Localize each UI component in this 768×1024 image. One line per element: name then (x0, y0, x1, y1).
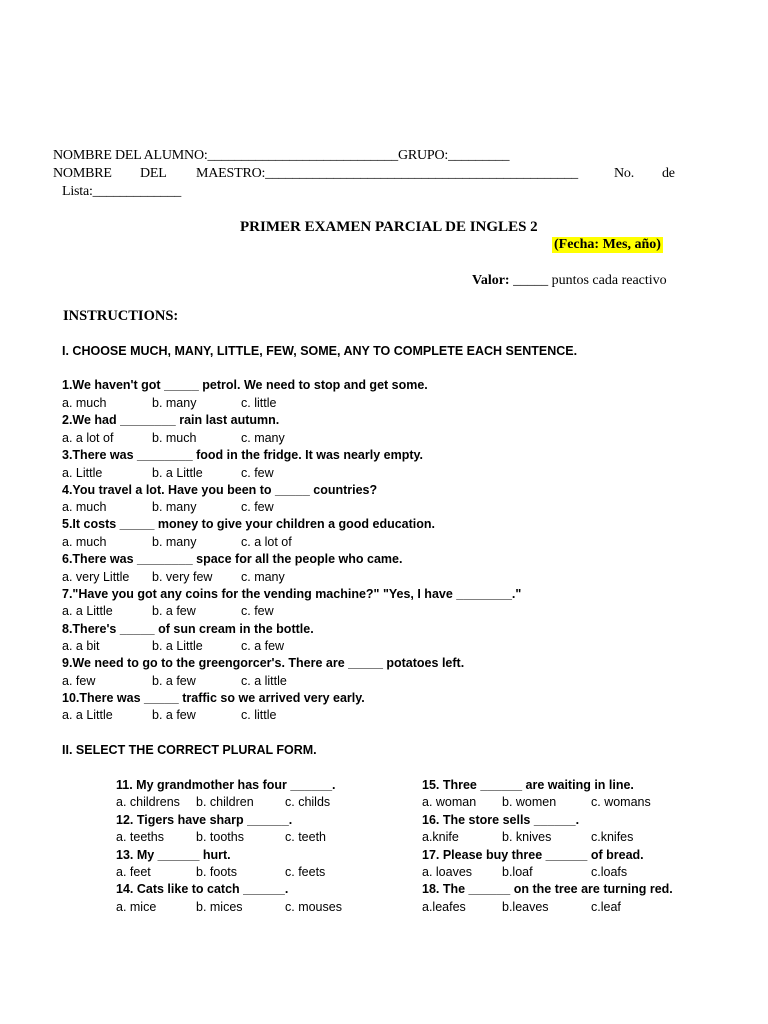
option-a[interactable]: a. much (62, 500, 107, 514)
option-b[interactable]: b. a few (152, 674, 196, 688)
list-number-label-de: de (662, 166, 675, 181)
teacher-label-nombre: NOMBRE (53, 166, 112, 181)
options-8 (62, 639, 284, 653)
question-14: 14. Cats like to catch ______. (116, 882, 289, 896)
option-b[interactable]: b. mices (196, 900, 243, 914)
question-11: 11. My grandmother has four ______. (116, 778, 336, 792)
question-17: 17. Please buy three ______ of bread. (422, 848, 644, 862)
option-c[interactable]: c. few (241, 466, 274, 480)
option-a[interactable]: a. loaves (422, 865, 473, 879)
option-c[interactable]: c. little (241, 708, 277, 722)
option-b[interactable]: b. many (152, 500, 197, 514)
option-a[interactable]: a. much (62, 396, 107, 410)
options-4 (62, 500, 274, 514)
options-14 (116, 900, 342, 914)
question-6: 6.There was ________ space for all the people who came. (62, 552, 403, 566)
option-b[interactable]: b. a Little (152, 466, 203, 480)
options-16 (422, 830, 633, 844)
option-c[interactable]: c. a lot of (241, 535, 292, 549)
list-number-label-no: No. (614, 166, 635, 181)
option-b[interactable]: b. a few (152, 708, 196, 722)
option-c[interactable]: c. feets (285, 865, 326, 879)
options-1 (62, 396, 276, 410)
options-3 (62, 466, 274, 480)
question-18: 18. The ______ on the tree are turning red. (422, 882, 673, 896)
option-b[interactable]: b. foots (196, 865, 237, 879)
question-4: 4.You travel a lot. Have you been to _____ countries? (62, 483, 378, 497)
option-b[interactable]: b. many (152, 396, 197, 410)
option-c[interactable]: c.leaf (591, 900, 621, 914)
question-8: 8.There's _____ of sun cream in the bottle. (62, 622, 314, 636)
options-7 (62, 604, 274, 618)
option-b[interactable]: b. tooths (196, 830, 244, 844)
options-9 (62, 674, 287, 688)
question-9: 9.We need to go to the greengorcer's. There are _____ potatoes left. (62, 656, 465, 670)
option-a[interactable]: a. very Little (62, 570, 130, 584)
option-c[interactable]: c. a little (241, 674, 287, 688)
question-13: 13. My ______ hurt. (116, 848, 231, 862)
options-10 (62, 708, 276, 722)
section2-heading: II. SELECT THE CORRECT PLURAL FORM. (62, 743, 317, 757)
question-1: 1.We haven't got _____ petrol. We need to stop and get some. (62, 378, 428, 392)
option-b[interactable]: b. children (196, 795, 254, 809)
option-b[interactable]: b. much (152, 431, 197, 445)
question-16: 16. The store sells ______. (422, 813, 580, 827)
option-b[interactable]: b. a Little (152, 639, 203, 653)
option-c[interactable]: c.loafs (591, 865, 628, 879)
option-a[interactable]: a. few (62, 674, 96, 688)
options-17 (422, 865, 627, 879)
value-line (472, 273, 667, 289)
question-12: 12. Tigers have sharp ______. (116, 813, 293, 827)
teacher-label-del: DEL (140, 166, 167, 181)
option-b[interactable]: b. a few (152, 604, 196, 618)
options-13 (116, 865, 325, 879)
question-15: 15. Three ______ are waiting in line. (422, 778, 634, 792)
option-a[interactable]: a. childrens (116, 795, 180, 809)
option-c[interactable]: c. womans (591, 795, 651, 809)
option-a[interactable]: a. a lot of (62, 431, 114, 445)
option-c[interactable]: c. many (241, 570, 285, 584)
options-18 (422, 900, 621, 914)
list-number-line: Lista:_____________ (62, 184, 182, 199)
options-2 (62, 431, 285, 445)
option-b[interactable]: b.loaf (502, 865, 533, 879)
option-c[interactable]: c. many (241, 431, 285, 445)
option-c[interactable]: c. mouses (285, 900, 342, 914)
option-a[interactable]: a. Little (62, 466, 103, 480)
option-b[interactable]: b. women (502, 795, 557, 809)
exam-title: PRIMER EXAMEN PARCIAL DE INGLES 2 (240, 219, 538, 235)
options-15 (422, 795, 651, 809)
option-a[interactable]: a.knife (422, 830, 459, 844)
option-c[interactable]: c. few (241, 604, 274, 618)
option-a[interactable]: a. woman (422, 795, 477, 809)
option-c[interactable]: c. few (241, 500, 274, 514)
option-b[interactable]: b. knives (502, 830, 552, 844)
option-c[interactable]: c. teeth (285, 830, 326, 844)
options-12 (116, 830, 326, 844)
question-10: 10.There was _____ traffic so we arrived very early. (62, 691, 365, 705)
option-a[interactable]: a. mice (116, 900, 157, 914)
question-7: 7."Have you got any coins for the vending machine?" "Yes, I have ________." (62, 587, 522, 601)
option-a[interactable]: a. much (62, 535, 107, 549)
question-3: 3.There was ________ food in the fridge. It was nearly empty. (62, 448, 424, 462)
value-text: _____ puntos cada reactivo (509, 273, 667, 288)
value-label: Valor: (472, 273, 510, 288)
instructions-heading: INSTRUCTIONS: (63, 308, 179, 324)
options-11 (116, 795, 330, 809)
option-a[interactable]: a. a bit (62, 639, 100, 653)
option-c[interactable]: c.knifes (591, 830, 634, 844)
options-5 (62, 535, 292, 549)
option-b[interactable]: b.leaves (502, 900, 549, 914)
options-6 (62, 570, 285, 584)
option-c[interactable]: c. little (241, 396, 277, 410)
question-2: 2.We had ________ rain last autumn. (62, 413, 280, 427)
option-a[interactable]: a. a Little (62, 708, 113, 722)
option-b[interactable]: b. very few (152, 570, 213, 584)
question-5: 5.It costs _____ money to give your children a good education. (62, 517, 436, 531)
option-a[interactable]: a. feet (116, 865, 151, 879)
option-a[interactable]: a. teeths (116, 830, 164, 844)
teacher-name-line: MAESTRO:______________________________________________ (196, 166, 578, 181)
option-b[interactable]: b. many (152, 535, 197, 549)
option-a[interactable]: a. a Little (62, 604, 113, 618)
option-a[interactable]: a.leafes (422, 900, 466, 914)
section1-heading: I. CHOOSE MUCH, MANY, LITTLE, FEW, SOME, ANY TO COMPLETE EACH SENTENCE. (62, 344, 578, 358)
student-name-line: NOMBRE DEL ALUMNO:____________________________GRUPO:_________ (53, 148, 510, 163)
option-c[interactable]: c. childs (285, 795, 331, 809)
date-note: (Fecha: Mes, año) (554, 237, 661, 252)
option-c[interactable]: c. a few (241, 639, 285, 653)
